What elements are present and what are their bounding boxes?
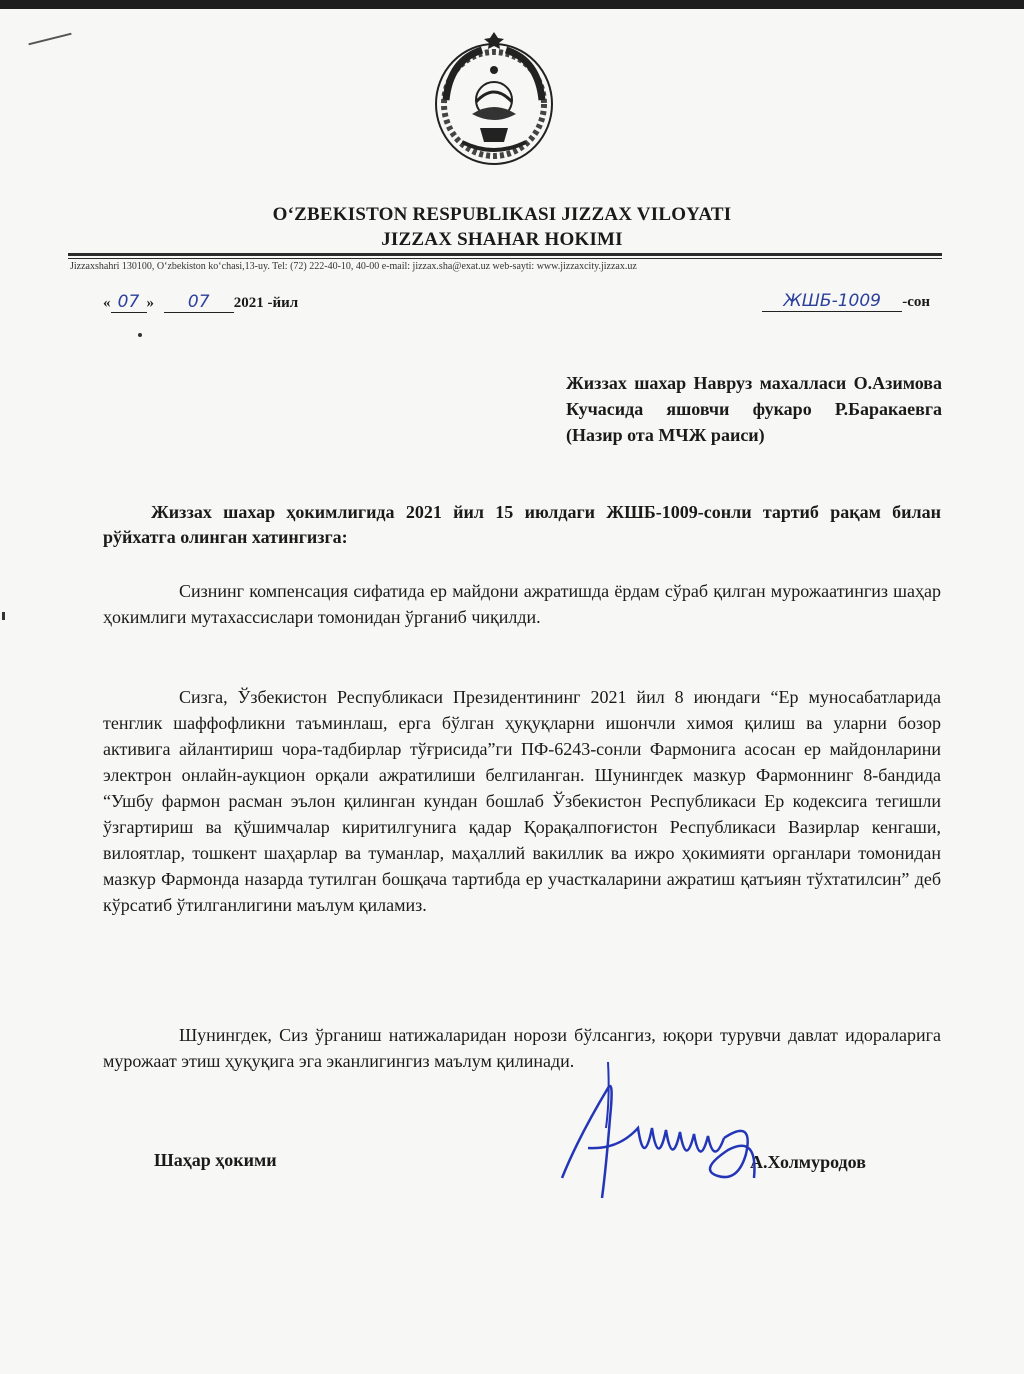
header-line-1: O‘ZBEKISTON RESPUBLIKASI JIZZAX VILOYATI xyxy=(272,204,732,225)
signatory-name: А.Холмуродов xyxy=(750,1152,866,1172)
date-line xyxy=(103,292,298,313)
scan-mark xyxy=(28,33,71,46)
date-year: 2021 -йил xyxy=(233,295,299,311)
header-address: Jizzaxshahri 130100, O‘zbekiston ko‘chasi,13-uy. Tel: (72) 222-40-10, 40-00 e-mail: jizzax.sha@exat.uz web-sayti: www.jizzaxcity.jizzax.uz xyxy=(70,261,637,272)
subject-line: Жиззах шахар ҳокимлигида 2021 йил 15 июлдаги ЖШБ-1009-сонли тартиб рақам билан рўйхатга олинган хатингизга: xyxy=(103,502,941,547)
header-rule-thin xyxy=(68,258,942,259)
scan-speck xyxy=(138,333,142,337)
signatory-title: Шаҳар ҳокими xyxy=(154,1150,277,1170)
body-paragraph: Шунингдек, Сиз ўрганиш натижаларидан норози бўлсангиз, юқори турувчи давлат идораларига мурожаат этиш ҳуқуқига эга эканлигингиз маълум қилинади. xyxy=(103,1025,941,1071)
reference-suffix: -сон xyxy=(902,294,930,310)
scan-top-edge xyxy=(0,0,1024,9)
header-line-2: JIZZAX SHAHAR HOKIMI xyxy=(381,229,623,250)
date-open-quote: « xyxy=(103,295,111,311)
handwritten-signature xyxy=(548,1058,788,1218)
state-emblem-icon xyxy=(432,30,556,168)
reference-number: ЖШБ-1009 xyxy=(762,291,902,312)
header-rule xyxy=(68,253,942,256)
recipient-block: Жиззах шахар Навруз махалласи О.Азимова Кучасида яшовчи фукаро Р.Баракаевга (Назир ота МЧЖ раиси) xyxy=(566,373,942,445)
reference-line xyxy=(762,291,930,312)
date-close-quote: » xyxy=(146,295,154,311)
body-paragraph: Сизга, Ўзбекистон Республикаси Президентининг 2021 йил 8 июндаги “Ер муносабатларида тенглик шаффофликни таъминлаш, ерга бўлган ҳуқуқларни ишончли химоя қилиш ва уларни бозор активига айлантириш чора-тадбирлар тўғрисида”ги ПФ-6243-сонли Фармонига асосан ер майдонларини электрон онлайн-аукцион орқали ажратилиши белгиланган. Шунингдек мазкур Фармоннинг 8-бандида “Ушбу фармон расман эълон қилинган кундан бошлаб Ўзбекистон Республикаси Ер кодексига тегишли ўзгартириш ва қўшимчалар киритилгунига қадар Қорақалпоғистон Республикаси Вазирлар кенгаши, вилоятлар, тошкент шаҳарлар ва туманлар, маҳаллий вакиллик ва ижро ҳокимияти органлари томонидан мазкур Фармонда назарда тутилган бошқача тартибда ер участкаларини ажратиш қатъиян тўхтатилсин” деб кўрсатиб ўтилганлигини маълум қиламиз. xyxy=(103,687,941,915)
scan-speck xyxy=(2,612,5,620)
body-paragraph: Сизнинг компенсация сифатида ер майдони ажратишда ёрдам сўраб қилган мурожаатингиз шаҳар ҳокимлиги мутахассислари томонидан ўрганиб чиқилди. xyxy=(103,581,941,627)
date-month: 07 xyxy=(164,292,234,313)
date-day: 07 xyxy=(111,292,147,313)
